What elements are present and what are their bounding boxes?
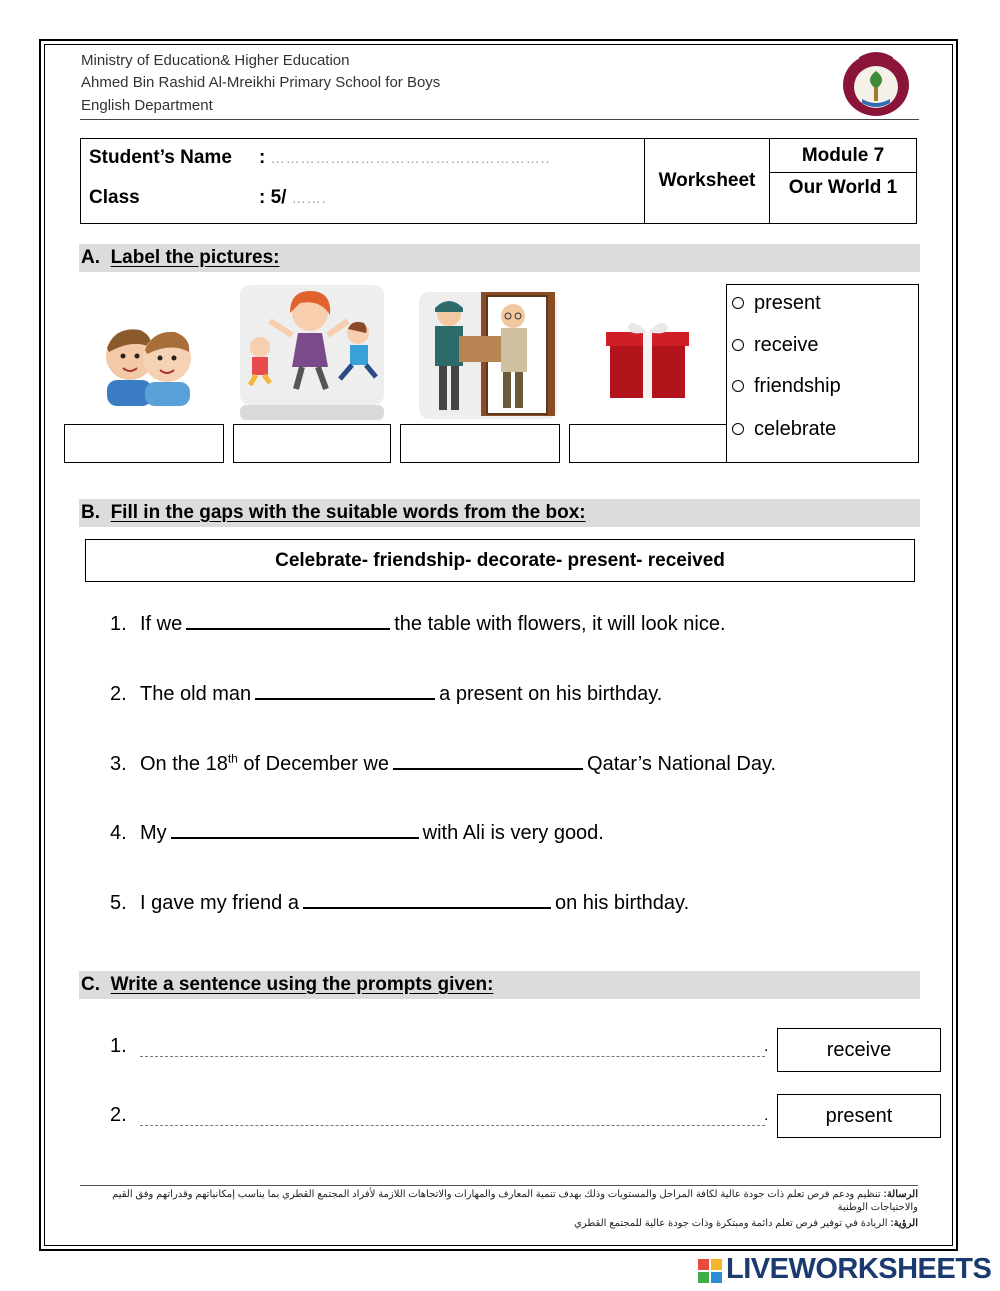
question-5: 5. I gave my friend a on his birthday. [110,889,689,915]
man-receiving-box-picture-icon [419,292,557,419]
circle-bullet-icon [732,297,744,309]
module-cell: Module 7 [770,139,917,173]
footer-divider [80,1185,918,1186]
ministry-logo-icon [838,49,913,117]
children-jumping-picture-icon [240,285,384,420]
word-item: celebrate [732,418,836,441]
footer-mission: الرسالة: تنظيم ودعم فرص تعلم ذات جودة عالية لكافة المراحل والمستويات وذلك بهدف تنمية المعارف والمهارات والاتجاهات اللازمة لأفراد المجتمع القطري بما يناسب إمكانياتهم وقدراتهم وفق القيم والاحتياجات الوطنية [112,1189,918,1213]
school-line: Ahmed Bin Rashid Al-Mreikhi Primary School for Boys [81,74,441,91]
gap-input-5[interactable] [303,889,551,909]
prompt-box-receive: receive [777,1028,941,1072]
student-name-label: Student’s Name [89,146,232,168]
sentence-end-2: . [764,1107,769,1124]
word-bank: Celebrate- friendship- decorate- present- received [85,539,915,582]
unit-cell: Our World 1 [770,173,917,224]
question-1: 1. If we the table with flowers, it will look nice. [110,610,726,636]
section-b-title: B. Fill in the gaps with the suitable words from the box: [81,502,586,523]
word-item: present [732,292,821,315]
header-divider [80,119,919,120]
label-input-3[interactable] [400,424,560,463]
class-label: Class [89,186,140,208]
label-input-2[interactable] [233,424,391,463]
sentence-end-1: . [764,1038,769,1055]
student-name-colon: : [259,146,266,168]
worksheet-cell: Worksheet [645,139,770,224]
footer-vision: الرؤية: الريادة في توفير فرص تعلم دائمة ومبتكرة وذات جودة عالية للمجتمع القطري [574,1218,918,1229]
sentence-number-1: 1. [110,1035,127,1057]
label-input-1[interactable] [64,424,224,463]
gap-input-2[interactable] [255,680,435,700]
question-3: 3. On the 18th of December we Qatar’s National Day. [110,751,777,775]
liveworksheets-brand[interactable]: LIVEWORKSHEETS [726,1253,992,1285]
liveworksheets-logo-icon [698,1259,722,1283]
sentence-input-1[interactable] [140,1055,765,1057]
class-value: : 5/ [259,186,287,208]
circle-bullet-icon [732,339,744,351]
gap-input-4[interactable] [171,819,419,839]
student-name-field[interactable]: ……………………………………………….. [270,149,551,166]
question-4: 4. My with Ali is very good. [110,819,604,845]
ministry-line: Ministry of Education& Higher Education [81,52,350,69]
circle-bullet-icon [732,423,744,435]
student-info-table [80,138,917,224]
sentence-number-2: 2. [110,1104,127,1126]
friends-picture-icon [95,318,200,408]
gap-input-3[interactable] [393,750,583,770]
word-item: receive [732,334,818,357]
gap-input-1[interactable] [186,610,390,630]
label-input-4[interactable] [569,424,727,463]
section-c-title: C. Write a sentence using the prompts given: [81,974,494,995]
gift-box-picture-icon [600,318,695,403]
class-field[interactable]: ……. [291,189,327,206]
department-line: English Department [81,97,213,114]
prompt-box-present: present [777,1094,941,1138]
section-a-title: A. Label the pictures: [81,247,280,268]
question-2: 2. The old man a present on his birthday. [110,680,662,706]
circle-bullet-icon [732,380,744,392]
sentence-input-2[interactable] [140,1124,765,1126]
word-item: friendship [732,375,841,398]
